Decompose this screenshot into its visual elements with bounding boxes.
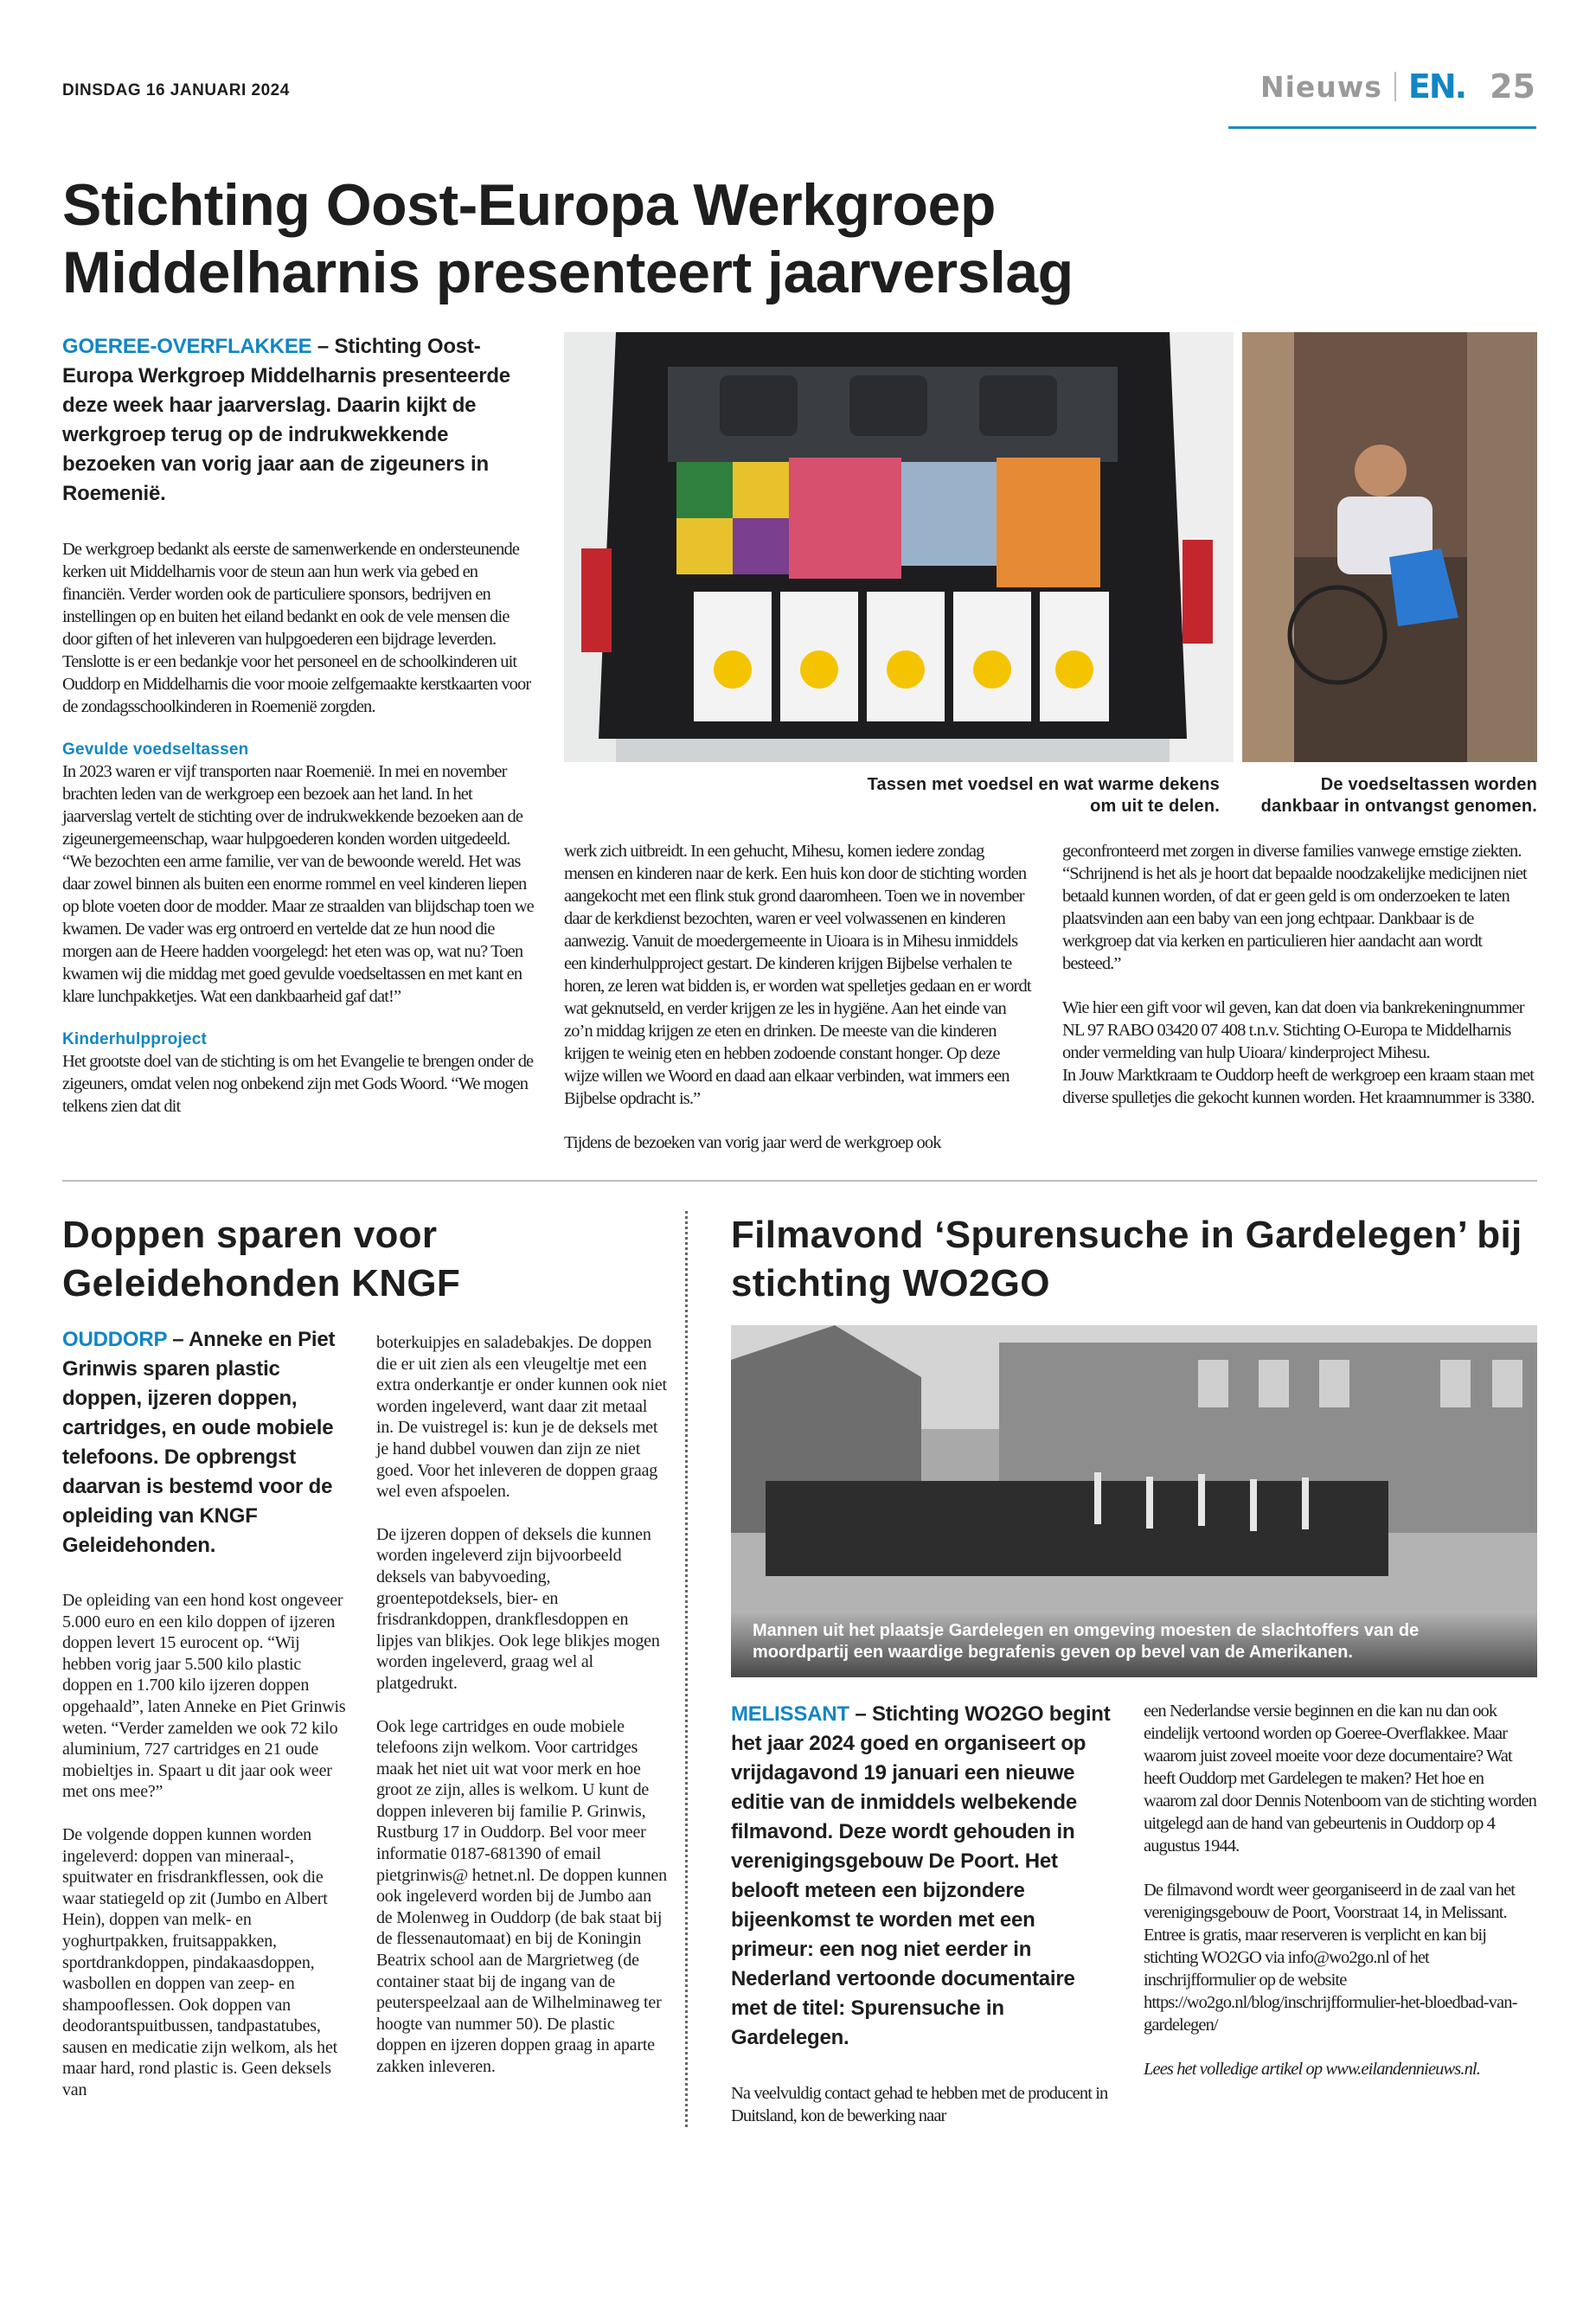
newspaper-logo: EN.: [1407, 67, 1466, 106]
issue-date: DINSDAG 16 JANUARI 2024: [62, 81, 290, 99]
paragraph: Het grootste doel van de stichting is om het Evangelie te brengen onder de zigeuners, omdat velen nog onbekend zijn met Gods Woord. “We mogen telkens zien dat dit: [62, 1052, 534, 1116]
paragraph: In 2023 waren er vijf transporten naar Roemenië. In mei en november brachten leden van de werkgroep een bezoek aan het land. In het jaarverslag vertelt de stichting over de indrukwekkende bezoeken aan de zigeunergemeenschap, waar hulpgoederen konden worden uitgedeeld. “We bezochten een arme familie, ver van de bewoonde wereld. Het was daar zowel binnen als buiten een enorme rommel en veel kinderen liepen op blote voeten door de modder. Maar ze straalden van blijdschap toen we kwamen. De vader was erg ontroerd en vertelde dat ze hun nood die morgen aan de Heere hadden voorgelegd: het eten was op, wat nu? Toen kwamen wij die middag met goed gevulde voedseltassen en met kant en klare lunchpakketjes. Wat een dankbaarheid gaf dat!”: [62, 762, 534, 1006]
article3-headline: Filmavond ‘Spurensuche in Gardelegen’ bij stichting WO2GO: [731, 1214, 1522, 1304]
article1-lede: [62, 332, 534, 509]
photo-gardelegen-historic: [731, 1325, 1537, 1677]
article3-column-2: [1144, 1700, 1537, 2080]
article3-left-column: [731, 1700, 1112, 2127]
paragraph: Wie hier een gift voor wil geven, kan dat doen via bankrekeningnummer NL 97 RABO 03420 07 408 t.n.v. Stichting O-Europa te Middelharnis onder vermelding van hulp Uioara/ kinderproject Mihesu.: [1062, 998, 1524, 1062]
article1-right-area: [564, 332, 1537, 1154]
photo-caption-van: Tassen met voedsel en wat warme dekens om uit te delen.: [867, 775, 1220, 816]
photo-caption-overlay: Mannen uit het plaatsje Gardelegen en omgeving moesten de slachtoffers van de moordpartij een waardige begrafenis geven op bevel van de Amerikanen.: [731, 1612, 1537, 1677]
paragraph: De ijzeren doppen of deksels die kunnen worden ingeleverd zijn bijvoorbeeld deksels van babyvoeding, groentepotdeksels, bier- en frisdrankdoppen, drankflesdoppen en lipjes van blikjes. Ook lege blikjes mogen worden ingeleverd, graag wel al platgedrukt.: [376, 1524, 660, 1693]
article1: [62, 171, 1537, 1154]
dateline: GOEREE-OVERFLAKKEE: [62, 335, 312, 358]
article2-left-column: [62, 1325, 352, 2101]
paragraph: boterkuipjes en saladebakjes. De doppen die er uit zien als een vleugeltje met een extra onderkantje er onder kunnen ook niet worden ingeleverd, want daar zit metaal in. De vuistregel is: kun je de deksels met je hand dubbel vouwen dan zijn ze niet goed. Voor het inleveren de doppen graag wel even afspoelen.: [376, 1333, 667, 1502]
section-divider: [62, 1180, 1537, 1182]
paragraph: Ook lege cartridges en oude mobiele telefoons zijn welkom. Voor cartridges maak het niet uit wat voor merk en hoe groot ze zijn, alles is welkom. U kunt de doppen inleveren bij familie P. Grinwis, Rustburg 17 in Ouddorp. Bel voor meer informatie 0187-681390 of email pietgrinwis@ hetnet.nl. De doppen kunnen ook ingeleverd worden bij de Jumbo aan de Molenweg in Ouddorp (de bak staat bij de flessenautomaat) en bij de Koningin Beatrix school aan de Margrietweg (de container staat bij de ingang van de peuterspeelzaal aan de Wilhelminaweg ter hoogte van nummer 50). De plastic doppen en ijzeren doppen graag in aparte zakken inleveren.: [376, 1716, 667, 2076]
paragraph: een Nederlandse versie beginnen en die kan nu dan ook eindelijk vertoond worden op Goeree-Overflakkee. Maar waarom juist zoveel moeite voor deze documentaire? Wat heeft Ouddorp met Gardelegen te maken? Het hoe en waarom zal door Dennis Notenboom van de stichting worden uitgelegd aan de hand van gebeurtenis in Ouddorp op 4 augustus 1944.: [1144, 1702, 1537, 1856]
article1-column-3: [1062, 840, 1537, 1109]
subheading: Kinderhulpproject: [62, 1030, 208, 1048]
article3-lede: [731, 1700, 1112, 2053]
paragraph: De opleiding van een hond kost ongeveer 5.000 euro en een kilo doppen of ijzeren doppen levert 15 eurocent op. “Wij hebben vorig jaar 5.500 kilo plastic doppen en 1.700 kilo ijzeren doppen opgehaald”, laten Anneke en Piet Grinwis weten. “Verder zamelden we ook 72 kilo aluminium, 727 cartridges en 21 oude mobieltjes in. Spaart u dit jaar ook weer met ons mee?”: [62, 1591, 346, 1802]
paragraph: Na veelvuldig contact gehad te hebben met de producent in Duitsland, kon de bewerking naar: [731, 2084, 1108, 2125]
section-name: Nieuws: [1259, 69, 1382, 104]
dateline: MELISSANT: [731, 1702, 849, 1726]
lede-text: – Stichting WO2GO begint het jaar 2024 goed en organiseert op vrijdagavond 19 januari een nieuwe editie van de inmiddels welbekende filmavond. Deze wordt gehouden in verenigingsgebouw De Poort. Het belooft meteen een bijzondere bijeenkomst te worden met een primeur: een nog niet eerder in Nederland vertoonde documentaire met de titel: Spurensuche in Gardelegen.: [731, 1702, 1111, 2049]
article1-headline: Stichting Oost-Europa Werkgroep Middelharnis presenteert jaarverslag: [62, 172, 1074, 305]
lede-text: – Anneke en Piet Grinwis sparen plastic doppen, ijzeren doppen, cartridges, en oude mobiele telefoons. De opbrengst daarvan is bestemd voor de opleiding van KNGF Geleidehonden.: [62, 1328, 336, 1557]
van-photo-illustration: [564, 332, 1234, 762]
read-more-link[interactable]: Lees het volledige artikel op www.eilandennieuws.nl.: [1144, 2060, 1480, 2079]
photo-caption-man: De voedseltassen worden dankbaar in ontvangst genomen.: [1260, 775, 1537, 816]
article3-column-1: [731, 2082, 1112, 2127]
paragraph: De werkgroep bedankt als eerste de samenwerkende en ondersteunende kerken uit Middelharnis voor de steun aan hun werk via gebed en financiën. Verder worden ook de particuliere sponsors, bedrijven en instellingen op en buiten het eiland bedankt en ook de vele mensen die door giften of het inleveren van hulpgoederen een bijdrage leverden. Tenslotte is er een bedankje voor het personeel en de schoolkinderen uit Ouddorp en Middelharnis die voor mooie zelfgemaakte kerstkaarten voor de zondagsschoolkinderen in Roemenië zorgden.: [62, 540, 531, 716]
paragraph: werk zich uitbreidt. In een gehucht, Mihesu, komen iedere zondag mensen en kinderen naar de kerk. Een huis kon door de stichting worden aangekocht met een flink stuk grond daaromheen. Toen we in november daar de kerkdienst bezochten, waren er veel volwassenen en kinderen aanwezig. Vanuit de moedergemeente in Uioara is in Mihesu inmiddels een kinderhulpproject gestart. De kinderen krijgen Bijbelse verhalen te horen, ze leren wat bidden is, er worden wat spelletjes gedaan en er wordt wat geknutseld, en verder krijgen ze les in hygiëne. Aan het einde van zo’n middag krijgen ze eten en drinken. De meeste van die kinderen krijgen te weinig eten en hebben zodoende constant honger. Op deze wijze willen we Woord en daad aan elkaar verbinden, wat immers een Bijbelse opdracht is.”: [564, 842, 1031, 1108]
article2-column-2: [376, 1332, 668, 2078]
article2-lede: [62, 1325, 352, 1561]
page-number: 25: [1490, 67, 1535, 106]
article1-column-1: [62, 538, 534, 1118]
paragraph: In Jouw Marktkraam te Ouddorp heeft de werkgroep een kraam staan met diverse spulletjes die gekocht kunnen worden. Het kraamnummer is 3380.: [1062, 1066, 1535, 1107]
man-photo-illustration: [1242, 332, 1537, 762]
article1-left-column: [62, 332, 534, 1118]
article2: [62, 1211, 685, 2101]
article2-column-1: [62, 1590, 352, 2101]
article2-headline: Doppen sparen voor Geleidehonden KNGF: [62, 1214, 461, 1304]
lede-text: – Stichting Oost-Europa Werkgroep Middelharnis presenteerde deze week haar jaarverslag. Daarin kijkt de werkgroep terug op de indrukwekkende bezoeken van vorig jaar aan de zigeuners in Roemenië.: [62, 335, 510, 505]
article3: [685, 1211, 1537, 2127]
photo-man-receiving-bag: [1242, 332, 1537, 762]
paragraph: De volgende doppen kunnen worden ingeleverd: doppen van mineraal-, spuitwater en frisdrankflessen, ook die waar statiegeld op zit (Jumbo en Albert Hein), doppen van melk- en yoghurtpakken, fruitsappakken, sportdrankdoppen, pindakaasdoppen, wasbollen en doppen van zeep- en shampooflessen. Ook doppen van deodorantspuitbussen, tandpastatubes, sausen en medicatie zijn welkom, als het maar hard, rond plastic is. Geen deksels van: [62, 1824, 338, 2100]
paragraph: Tijdens de bezoeken van vorig jaar werd de werkgroep ook: [564, 1133, 941, 1152]
lower-articles: [62, 1211, 1537, 2127]
paragraph: De filmavond wordt weer georganiseerd in de zaal van het verenigingsgebouw de Poort, Voorstraat 14, in Melissant. Entree is gratis, maar reserveren is verplicht en kan bij stichting WO2GO via info@wo2go.nl of het inschrijfformulier op de website https://wo2go.nl/blog/inschrijfformulier-het-bloedbad-van-gardelegen/: [1144, 1881, 1517, 2035]
article1-column-2: [564, 840, 1031, 1154]
photo-van-with-food-bags: [564, 332, 1234, 762]
subheading: Gevulde voedseltassen: [62, 740, 249, 759]
dateline: OUDDORP: [62, 1328, 167, 1351]
paragraph: geconfronteerd met zorgen in diverse families vanwege ernstige ziekten. “Schrijnend is het als je hoort dat bepaalde noodzakelijke medicijnen niet betaald kunnen worden, of dat er geen geld is om onderzoeken te laten plaatsvinden aan een baby van een jong echtpaar. Dankbaar is de werkgroep dat via kerken en particulieren hier aandacht aan wordt besteed.”: [1062, 842, 1527, 973]
